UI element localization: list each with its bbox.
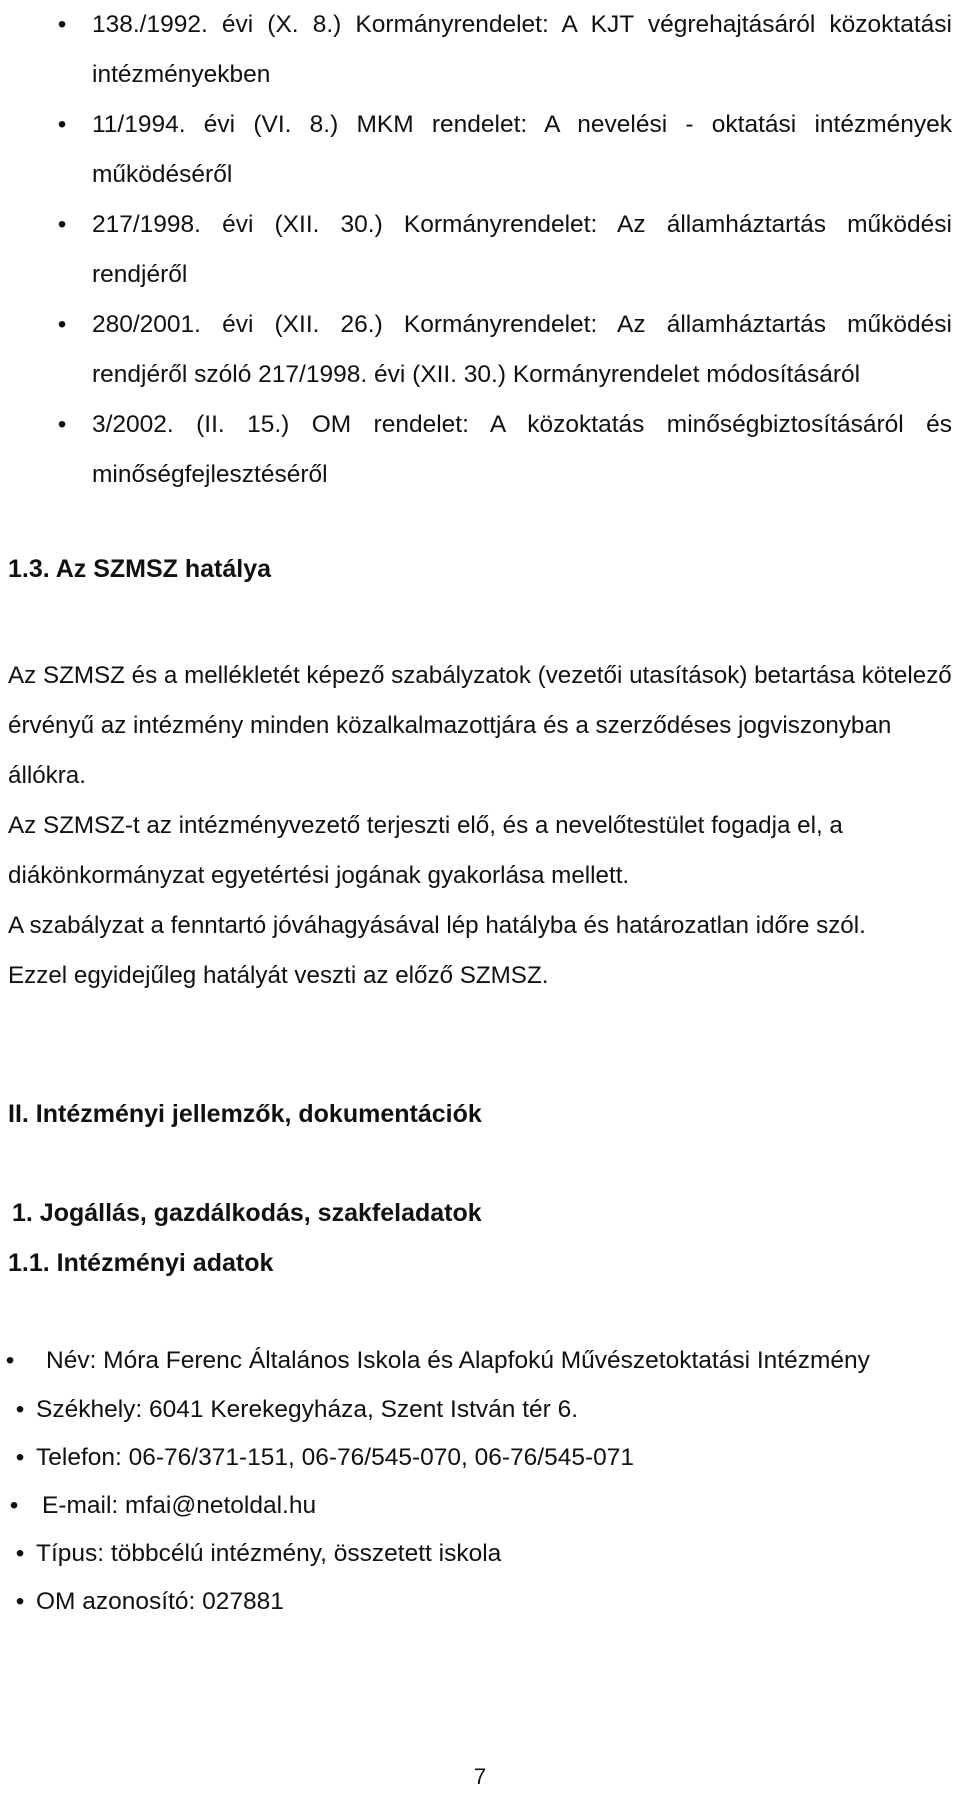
law-list-item-text: 217/1998. évi (XII. 30.) Kormányrendelet: Az államháztartás működési rendjéről [92,211,952,288]
section-heading-institution-data: 1.1. Intézményi adatok [8,1249,274,1277]
law-list-item-text: 138./1992. évi (X. 8.) Kormányrendelet: A KJT végrehajtásáról közoktatási intézményekben [92,11,952,88]
law-list-item-text: 280/2001. évi (XII. 26.) Kormányrendelet: Az államháztartás működési rendjéről szóló 217/1998. évi (XII. 30.) Kormányrendelet módosításáról [92,311,952,388]
institution-data-item [5,1337,938,1385]
institution-data-item [9,1482,938,1530]
law-list-item [57,400,952,500]
bullet-icon: • [57,211,67,238]
paragraph: Ezzel egyidejűleg hatályát veszti az előző SZMSZ. [8,962,549,989]
law-list [57,0,952,500]
paragraph: A szabályzat a fenntartó jóváhagyásával lép hatályba és határozatlan időre szól. [8,912,866,939]
bullet-icon: • [57,11,67,38]
institution-data-text: OM azonosító: 027881 [36,1588,284,1615]
institution-data-item [15,1434,938,1482]
institution-data-text: Telefon: 06-76/371-151, 06-76/545-070, 06-76/545-071 [36,1444,634,1471]
page-number: 7 [473,1764,487,1789]
law-list-item [57,0,952,100]
institution-data-text: Székhely: 6041 Kerekegyháza, Szent István tér 6. [36,1396,579,1423]
institution-data-item [15,1530,938,1578]
paragraph: Az SZMSZ-t az intézményvezető terjeszti elő, és a nevelőtestület fogadja el, a diákönkormányzat egyetértési jogának gyakorlása mellett. [8,812,843,889]
bullet-icon: • [57,311,67,338]
law-list-item [57,100,952,200]
institution-data-text: Típus: többcélú intézmény, összetett iskola [36,1540,502,1567]
bullet-icon: • [15,1396,25,1423]
law-list-item [57,300,952,400]
bullet-icon: • [57,111,67,138]
bullet-icon: • [5,1347,15,1374]
bullet-icon: • [9,1492,19,1519]
section-heading-legal-status: 1. Jogállás, gazdálkodás, szakfeladatok [12,1199,482,1227]
email-value: E-mail: mfai@netoldal.hu [42,1492,317,1519]
law-list-item [57,200,952,300]
scope-paragraphs [8,651,952,1001]
section-heading-institution: II. Intézményi jellemzők, dokumentációk [8,1100,482,1128]
bullet-icon: • [15,1444,25,1471]
section-heading-scope: 1.3. Az SZMSZ hatálya [8,555,272,583]
institution-data-item [15,1386,938,1434]
bullet-icon: • [15,1540,25,1567]
paragraph: Az SZMSZ és a mellékletét képező szabályzatok (vezetői utasítások) betartása kötelező érvényű az intézmény minden közalkalmazottjára és a szerződéses jogviszonyban állókra. [8,662,952,789]
law-list-item-text: 11/1994. évi (VI. 8.) MKM rendelet: A nevelési - oktatási intézmények működéséről [92,111,952,188]
institution-data-list [5,1337,938,1626]
law-list-item-text: 3/2002. (II. 15.) OM rendelet: A közoktatás minőségbiztosításáról és minőségfejlesztéséről [92,411,952,488]
institution-data-text: Név: Móra Ferenc Általános Iskola és Alapfokú Művészetoktatási Intézmény [46,1347,870,1374]
bullet-icon: • [57,411,67,438]
bullet-icon: • [15,1588,25,1615]
institution-data-item [15,1578,938,1626]
